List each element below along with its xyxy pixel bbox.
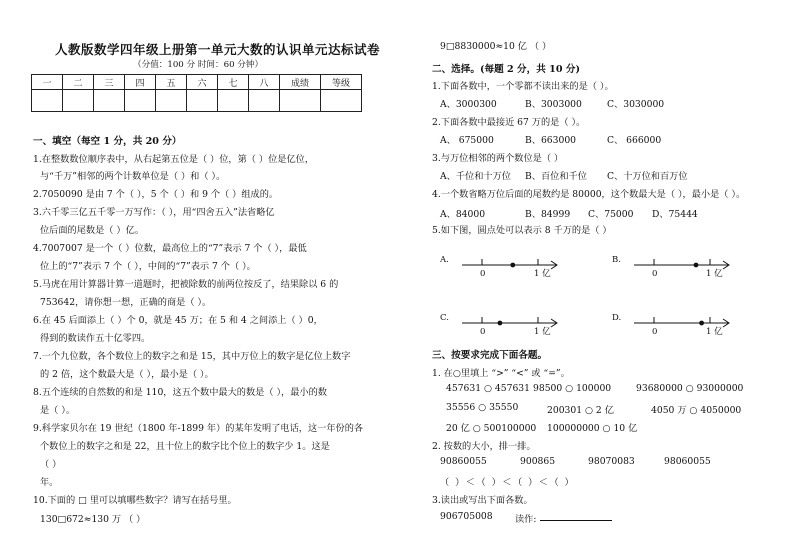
question-line: 3.与万位相邻的两个数位是（ ） (432, 153, 564, 164)
end-label: 1 亿 (706, 327, 723, 337)
option[interactable]: B、84999 (525, 209, 571, 220)
score-header-cell: 七 (218, 75, 249, 90)
question-line: 9□8830000≈10 亿 （ ） (440, 41, 552, 52)
score-entry-cell[interactable] (94, 90, 125, 112)
question-line: 8.五个连续的自然数的和是 110，这五个数中最大的数是（ ），最小的数 (33, 387, 327, 398)
question-line: 3.读出或写出下面各数。 (432, 495, 533, 506)
compare-item[interactable]: 98500 ○ 100000 (533, 383, 612, 394)
question-line: 5.马虎在用计算器计算一道题时，把被除数的前两位按反了，结果除以 6 的 (33, 279, 339, 290)
sort-number: 900865 (520, 456, 556, 467)
score-header-cell: 三 (94, 75, 125, 90)
number-line-d[interactable] (612, 313, 729, 337)
score-entry-cell[interactable] (321, 90, 362, 112)
score-table-entry-row (32, 90, 362, 112)
compare-item[interactable]: 200301 ○ 2 亿 (547, 405, 614, 416)
score-header-cell: 八 (249, 75, 280, 90)
compare-item[interactable]: 20 亿 ○ 500100000 (446, 423, 537, 434)
score-header-cell: 一 (32, 75, 63, 90)
question-line: 1.下面各数中，一个零都不读出来的是（ ）。 (432, 81, 614, 92)
question-line: （ ） (40, 459, 62, 470)
compare-item[interactable]: 100000000 ○ 10 亿 (547, 423, 638, 434)
score-header-cell: 二 (63, 75, 94, 90)
score-entry-cell[interactable] (32, 90, 63, 112)
option[interactable]: D、75444 (652, 209, 698, 220)
compare-item[interactable]: 35556 ○ 35550 (446, 402, 519, 413)
score-entry-cell[interactable] (249, 90, 280, 112)
question-line: 5.如下图，圆点处可以表示 8 千万的是（ ） (432, 225, 612, 236)
compare-item[interactable]: 4050 万 ○ 4050000 (651, 405, 742, 416)
sort-answer-blanks[interactable]: （ ）＜（ ）＜（ ）＜（ ） (440, 477, 576, 488)
end-label: 1 亿 (534, 327, 551, 337)
end-label: 1 亿 (534, 269, 551, 279)
score-header-cell: 六 (187, 75, 218, 90)
sort-number: 98060055 (664, 456, 711, 467)
option[interactable]: C、十万位和百万位 (607, 171, 688, 182)
dot-marker (699, 321, 704, 326)
question-line: 1.在整数数位顺序表中，从右起第五位是（ ）位，第（ ）位是亿位， (33, 154, 315, 165)
section2-title: 二、选择。(每题 2 分，共 10 分) (432, 64, 580, 75)
question-line: 年。 (40, 477, 59, 488)
question-line: 与“千万”相邻的两个计数单位是（ ）和（ ）。 (40, 171, 226, 182)
compare-item[interactable]: 457631 ○ 457631 (446, 383, 531, 394)
option[interactable]: A、千位和十万位 (440, 171, 511, 182)
option-label: B. (612, 255, 621, 265)
question-line: 是（ ）。 (40, 405, 76, 416)
score-entry-cell[interactable] (218, 90, 249, 112)
question-line: 753642，请你想一想，正确的商是（ ）。 (40, 297, 212, 308)
score-table-header-row (32, 75, 362, 90)
zero-label: 0 (652, 269, 658, 279)
zero-label: 0 (480, 269, 486, 279)
score-entry-cell[interactable] (63, 90, 94, 112)
option[interactable]: A、84000 (440, 209, 486, 220)
zero-label: 0 (652, 327, 658, 337)
option[interactable]: C、3030000 (607, 99, 665, 110)
dot-marker (694, 263, 699, 268)
exam-subtitle: （分值：100 分 时间：60 分钟） (133, 60, 264, 70)
option[interactable]: A、3000300 (440, 99, 497, 110)
question-line: 的 2 倍，这个数最大是（ ），最小是（ ）。 (40, 369, 214, 380)
question-line: 130□672≈130 万 （ ） (40, 514, 146, 525)
question-line: 个数位上的数字之和是 22，且十位上的数字比个位上的数字少 1。这是 (40, 441, 330, 452)
question-line: 7.一个九位数，各个数位上的数字之和是 15，其中万位上的数字是亿位上数字 (33, 351, 351, 362)
score-entry-cell[interactable] (187, 90, 218, 112)
read-label: 读作: (515, 514, 537, 525)
option[interactable]: B、百位和千位 (525, 171, 587, 182)
question-line: 4.7007007 是一个（ ）位数，最高位上的“7”表示 7 个（ ），最低 (33, 243, 307, 254)
option[interactable]: C、75000 (588, 209, 634, 220)
option[interactable]: B、663000 (525, 135, 577, 146)
dot-marker (498, 321, 503, 326)
end-label: 1 亿 (706, 269, 723, 279)
answer-underline[interactable] (540, 520, 612, 521)
score-header-cell: 成绩 (280, 75, 321, 90)
number-line-b[interactable] (612, 255, 729, 279)
option[interactable]: B、3003000 (525, 99, 582, 110)
score-header-cell: 等级 (321, 75, 362, 90)
score-entry-cell[interactable] (156, 90, 187, 112)
option[interactable]: A、 675000 (440, 135, 494, 146)
section1-title: 一、填空（每空 1 分，共 20 分） (33, 136, 182, 147)
exam-title: 人教版数学四年级上册第一单元大数的认识单元达标试卷 (55, 42, 381, 57)
score-table (31, 74, 362, 112)
option[interactable]: C、 666000 (607, 135, 662, 146)
section3-title: 三、按要求完成下面各题。 (432, 350, 548, 361)
question-line: 10.下面的 □ 里可以填哪些数字？请写在括号里。 (33, 495, 237, 506)
question-line: 2.下面各数中最接近 67 万的是（ ）。 (432, 117, 586, 128)
score-entry-cell[interactable] (280, 90, 321, 112)
question-line: 3.六千零三亿五千零一万写作：（ ），用“四舍五入”法省略亿 (33, 207, 275, 218)
question-line: 2. 按数的大小，排一排。 (432, 441, 536, 452)
number-line-a[interactable] (439, 255, 557, 279)
score-header-cell: 四 (125, 75, 156, 90)
question-line: 2.7050090 是由 7 个（ ），5 个（ ）和 9 个（ ）组成的。 (33, 189, 279, 200)
question-line: 位后面的尾数是（ ）亿。 (40, 225, 144, 236)
read-number: 906705008 (440, 511, 493, 522)
question-line: 4.一个数省略万位后面的尾数约是 80000，这个数最大是（ ），最小是（ ）。 (432, 189, 746, 200)
option-label: C. (440, 313, 449, 323)
question-line: 6.在 45 后面添上（ ）个 0，就是 45 万；在 5 和 4 之间添上（ ）0， (33, 315, 323, 326)
zero-label: 0 (480, 327, 486, 337)
option-label: A. (440, 255, 449, 265)
sort-number: 90860055 (440, 456, 487, 467)
question-line: 1. 在○里填上 “>” “<” 或 “=”。 (432, 368, 570, 379)
number-line-c[interactable] (440, 313, 557, 337)
question-line: 得到的数读作五十亿零四。 (40, 333, 151, 344)
number-line-figure (438, 248, 768, 338)
dot-marker (510, 263, 515, 268)
score-header-cell: 五 (156, 75, 187, 90)
question-line: 9.科学家贝尔在 19 世纪（1800 年-1899 年）的某年发明了电话，这一年份的各 (33, 423, 364, 434)
option-label: D. (612, 313, 622, 323)
compare-item[interactable]: 93680000 ○ 93000000 (636, 383, 744, 394)
question-line: 位上的“7”表示 7 个（ ），中间的“7”表示 7 个（ ）。 (40, 261, 256, 272)
score-entry-cell[interactable] (125, 90, 156, 112)
sort-number: 98070083 (588, 456, 635, 467)
